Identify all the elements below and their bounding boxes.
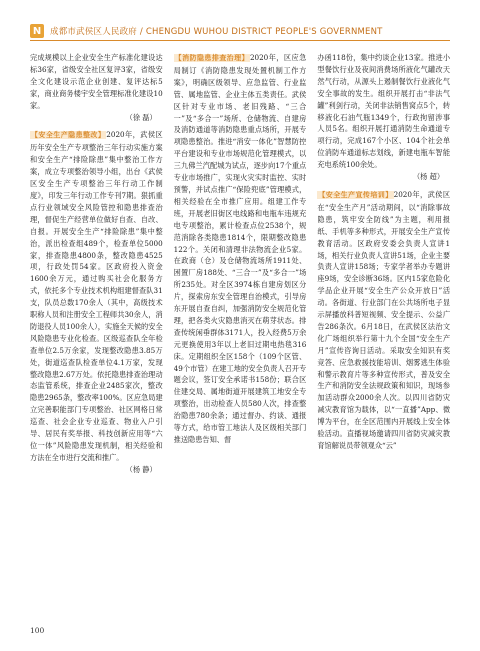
section-heading: 【安全生产隐患整改】 bbox=[31, 131, 106, 140]
column-3 bbox=[317, 52, 450, 624]
column-1 bbox=[30, 52, 163, 624]
paragraph-text: 2020年，武侯区历年安全生产专项整治三年行动实施方案和安全生产“排险除患”集中整治工作方案，成立专项整治领导小组，出台《武侯区安全生产专项整治三年行动工作制度》，印发三年行动工作专刊7期。狠抓重点行业领域安全风险管控和隐患排查治理，督促生产经营单位做好自查、自改、自报。开展安全生产“排险除患”集中整治，派出检查组489个，检查单位5000家，排查隐患4800条，整改隐患4525项，行政处罚54家。区政府投入资金1600余万元，通过购买社会化服务方式，依托多个专业技术机构组建督查队31支，队员总数170余人（其中，高级技术职称人员和注册安全工程师共30余人，消防退役人员100余人），实施全天候的安全风险隐患专业化检查。区级巡查队全年检查单位2.5万余家，发现整改隐患3.85万处，街道巡查队检查单位4.1万家，发现整改隐患2.67万处。依托隐患排查治理动态监管系统，排查企业2485家次，整改隐患2965条，整改率100%。区应急局建立完善职能部门专项整治、社区网格日常巡查、社会企业专业巡查、物业入户引导、居民有奖举报、科技创新应用等“六位一体”风险隐患发现机制，相关经验和方法在全市进行交流和推广。 bbox=[30, 130, 163, 462]
paragraph-text: 2020年，区应急局制订《消防隐患发现处置机制工作方案》，明确区级领导、应急监管、行业监管、属地监管、企业主体五类责任。武侯区针对专业市场、老旧残路、“三合一”及“多合一”场所、仓储物流、自建房及消防通道等消防隐患重点场所，开展专项隐患整治。推进“消安一体化”智慧防控平台建设和专业市场规范化管理模式，以三九佛兰汽配城为试点，逐步向17个重点专业市场推广，实现火灾实时监控、实时预警，并试点推广“保险兜底”管理模式，相关经验在全市推广应用。组建工作专班，开展老旧街区电线路和电瓶车违规充电专项整治，累计检查点位2538个，规范消除各类隐患1814个，限期整改隐患122个。关闭和清理非法物流企业5家。在政商（仓）及仓储物流场所1911处、困置厂房188处、“三合一”及“多合一”场所235处。对全区3974栋自建房划区分片，探索房东安全管理自治模式，引导房东开展自查自纠，加强消防安全规范化管理，把各类火灾隐患消灭在萌芽状态。排查传统闲垂群体3171人，投入经费5万余元更换使用3年以上老旧过期电热毯316床。定期组织全区158个（109个区管、49个市管）在建工地的安全负责人召开专题会议，签订安全承诺书158份；联合区住建交局、属地街道开展建筑工地安全专项整治，出动检查人员580人次，排查整治隐患780余条；通过督办、约谈、通报等方式，给市管工地法人及区级相关部门推送隐患告知、督 bbox=[173, 53, 307, 444]
article-columns bbox=[30, 52, 450, 624]
author-signature: （杨 静） bbox=[125, 464, 157, 474]
gov-logo-icon: N bbox=[30, 24, 44, 38]
header-title: 成都市武侯区人民政府 / CHENGDU WUHOU DISTRICT PEOPLE'S GOVERNMENT bbox=[50, 27, 383, 37]
paragraph bbox=[174, 52, 307, 446]
section-heading: 【消防隐患排查治理】 bbox=[174, 54, 249, 62]
section-heading: 【安全生产宣传培训】 bbox=[318, 190, 393, 199]
author-signature: （杨 超） bbox=[412, 172, 445, 182]
paragraph-text: 2020年，武侯区在“安全生产月”活动期间，以“消除事故隐患，筑牢安全防线”为主题，利用报纸、手机等多种形式，开展安全生产宣传教育活动。区政府安委会负责人宣讲1场，相关行业负责人宣讲51场，企业主要负责人宣讲158场；专家学者举办专题讲座9场，安全诊断36场。区内15家危险化学品企业开展“安全生产公众开放日”活动。各街道、行业部门在公共场所电子显示屏播放科普短视频、安全提示、公益广告286条次。6月18日，在武侯区法治文化广场组织举行第十九个全国“安全生产月”宣传咨询日活动。采取安全知识有奖竞答、应急救援技能培训、烟雾逃生体验和警示教育片等多种宣传形式，普及安全生产和消防安全法规政策和知识，现场参加活动群众2000余人次。以四川省防灾减灾教育馆为载体，以“一直播”App、微博为平台，在全区范围内开展线上安全体验活动。直播视场邀请四川省防灾减灾教育馆解说员带领观众“云” bbox=[317, 189, 451, 450]
paragraph: 完成规模以上企业安全生产标准化建设达标36家，省级安全社区复评3家，省级安全文化建设示范企业创建、复评达标5家，商业商务楼宇安全管理标准化建设10家。 bbox=[30, 53, 163, 110]
author-signature: （徐 磊） bbox=[125, 112, 157, 122]
page-header bbox=[30, 22, 450, 41]
paragraph bbox=[30, 129, 163, 463]
paragraph bbox=[317, 189, 450, 452]
paragraph: 办函118份，集中约谈企业13家。推进小型餐饮行业及夜间消费场所液化气罐改天然气行动，从源头上遏制餐饮行业液化气安全事故的发生。组织开展打击“非法气罐”利剑行动，关闭非法销售窝点5个，转移液化石油气瓶1349个，行政拘留涉事人员5名。组织开展打通消防生命通道专项行动，完成167个小区、104个社会单位消防车通道标志划线，新建电瓶车智能充电系统100余处。 bbox=[317, 53, 451, 170]
column-2 bbox=[174, 52, 307, 624]
page-number: 100 bbox=[30, 626, 45, 635]
